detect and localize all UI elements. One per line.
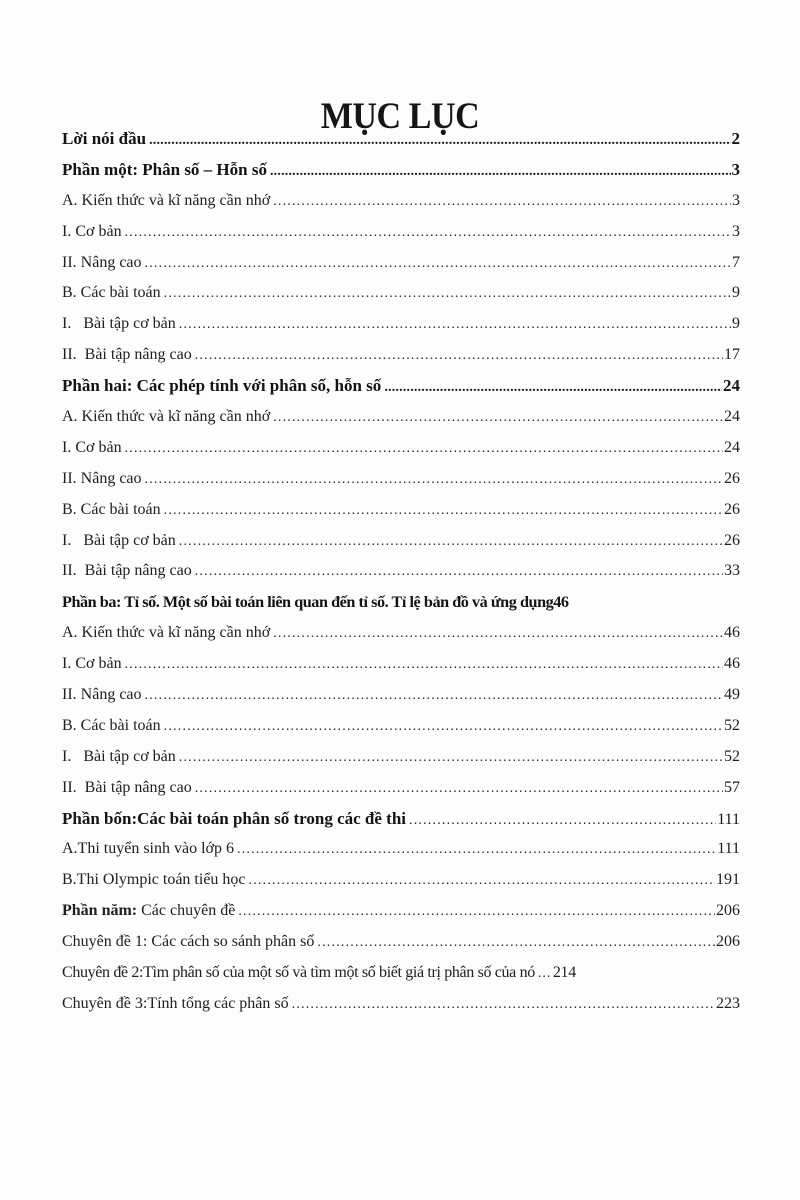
dot-leader (164, 496, 723, 527)
toc-entry-page: 26 (724, 500, 740, 518)
toc-entry[interactable] (62, 865, 740, 896)
toc-entry-label: A. Kiến thức và kĩ năng cần nhớ (62, 408, 271, 426)
toc-entry[interactable] (62, 618, 740, 649)
dot-leader (125, 434, 723, 465)
page-title: MỤC LỤC (320, 95, 480, 137)
dot-leader (273, 403, 723, 434)
dot-leader (195, 557, 723, 588)
dot-leader (125, 650, 723, 681)
toc-entry[interactable] (62, 989, 740, 1020)
dot-leader (179, 310, 731, 341)
toc-entry-label-bold: Phần năm: (62, 902, 138, 920)
toc-entry[interactable] (62, 680, 740, 711)
toc-entry-label: Phần bốn:Các bài toán phân số trong các đề thi (62, 808, 406, 828)
toc-entry[interactable] (62, 773, 740, 804)
toc-entry-page: 52 (724, 716, 740, 734)
toc-entry-page: 46 (724, 624, 740, 642)
dot-leader (179, 527, 723, 558)
toc-entry[interactable] (62, 402, 740, 433)
toc-entry[interactable] (62, 433, 740, 464)
toc-entry-page: 46 (724, 655, 740, 673)
toc-entry[interactable] (62, 958, 740, 989)
toc-entry-label: A.Thi tuyển sinh vào lớp 6 (62, 840, 234, 858)
toc-entry-label: II. Nâng cao (62, 686, 142, 704)
toc-entry-phan-nam[interactable] (62, 896, 740, 927)
toc-entry-page: 3 (732, 222, 740, 240)
toc-entry-label: Lời nói đầu (62, 129, 147, 148)
dot-leader (538, 959, 552, 990)
dot-leader (237, 835, 716, 866)
dot-leader (249, 866, 715, 897)
toc-entry-page: 24 (724, 408, 740, 426)
toc-entry-page: 111 (717, 810, 740, 828)
toc-entry-page: 9 (732, 284, 740, 302)
toc-entry[interactable] (62, 556, 740, 587)
toc-entry[interactable] (62, 927, 740, 958)
toc-entry-label: II. Bài tập nâng cao (62, 346, 192, 364)
toc-entry-label: Chuyên đề 3:Tính tổng các phân số (62, 994, 289, 1012)
toc-entry[interactable] (62, 742, 740, 773)
toc-entry-label: A. Kiến thức và kĩ năng cần nhớ (62, 191, 271, 209)
toc-entry-page: 49 (724, 686, 740, 704)
dot-leader (164, 279, 731, 310)
toc-entry-page: 57 (724, 778, 740, 796)
toc-entry-page: 7 (732, 253, 740, 271)
dot-leader (384, 373, 722, 404)
dot-leader (238, 897, 715, 928)
toc-entry-label: Chuyên đề 1: Các cách so sánh phân số (62, 933, 315, 951)
dot-leader (273, 187, 731, 218)
dot-leader (195, 341, 723, 372)
toc-entry[interactable] (62, 649, 740, 680)
toc-entry-page: 191 (716, 871, 740, 889)
toc-entry[interactable] (62, 495, 740, 526)
toc-entry-label: I. Cơ bản (62, 222, 122, 240)
toc-entry[interactable] (62, 186, 740, 217)
dot-leader (145, 465, 723, 496)
dot-leader (409, 806, 716, 837)
toc-entry-label: B. Các bài toán (62, 500, 161, 518)
toc-entry-phan-mot[interactable] (62, 155, 740, 186)
toc-entry-label: II. Nâng cao (62, 469, 142, 487)
toc-entry[interactable] (62, 309, 740, 340)
toc-entry[interactable] (62, 278, 740, 309)
toc-entry-page: 2 (731, 129, 740, 148)
toc-entry[interactable] (62, 217, 740, 248)
dot-leader (145, 681, 723, 712)
toc-entry-page: 223 (716, 994, 740, 1012)
toc-entry-page: 46 (553, 593, 569, 612)
toc-entry-page: 26 (724, 531, 740, 549)
toc-entry-label-rest: Các chuyên đề (137, 902, 236, 920)
toc-entry-label: Chuyên đề 2:Tìm phân số của một số và tìm một số biết giá trị phân số của nó (62, 964, 535, 982)
table-of-contents (62, 124, 740, 1020)
toc-entry-page: 24 (724, 438, 740, 456)
toc-entry-page: 9 (732, 315, 740, 333)
dot-leader (273, 619, 723, 650)
toc-entry-page: 17 (724, 346, 740, 364)
toc-entry-label: A. Kiến thức và kĩ năng cần nhớ (62, 624, 271, 642)
toc-entry[interactable] (62, 464, 740, 495)
dot-leader (292, 990, 715, 1021)
toc-entry-label: I. Bài tập cơ bản (62, 315, 176, 333)
toc-entry-label: Phần ba: Tỉ số. Một số bài toán liên quan đến tỉ số. Tỉ lệ bản đồ và ứng dụng (62, 593, 554, 612)
toc-entry-page: 33 (724, 562, 740, 580)
toc-entry-page: 52 (724, 747, 740, 765)
toc-entry-phan-ba[interactable] (62, 587, 740, 618)
toc-entry-page: 3 (731, 159, 740, 179)
toc-entry-label: B.Thi Olympic toán tiểu học (62, 871, 246, 889)
toc-entry-label: II. Bài tập nâng cao (62, 778, 192, 796)
toc-entry-label: I. Bài tập cơ bản (62, 531, 176, 549)
toc-entry-page: 3 (732, 191, 740, 209)
dot-leader (149, 126, 730, 157)
dot-leader (145, 249, 731, 280)
toc-entry[interactable] (62, 248, 740, 279)
toc-entry-page: 214 (552, 964, 576, 982)
toc-entry[interactable] (62, 834, 740, 865)
toc-entry-page: 206 (716, 902, 740, 920)
toc-entry-phan-bon[interactable] (62, 804, 740, 835)
dot-leader (125, 218, 731, 249)
toc-entry[interactable] (62, 711, 740, 742)
dot-leader (195, 774, 723, 805)
toc-entry-label: Phần hai: Các phép tính với phân số, hỗn số (62, 376, 382, 396)
toc-entry[interactable] (62, 340, 740, 371)
toc-entry-page: 111 (717, 840, 740, 858)
toc-entry[interactable] (62, 526, 740, 557)
toc-entry-page: 206 (716, 933, 740, 951)
toc-entry-page: 26 (724, 469, 740, 487)
dot-leader (317, 928, 715, 959)
toc-entry-label: I. Bài tập cơ bản (62, 747, 176, 765)
toc-entry-loi-noi-dau[interactable] (62, 124, 740, 155)
toc-entry-label: II. Bài tập nâng cao (62, 562, 192, 580)
toc-entry-label (62, 896, 235, 927)
dot-leader (270, 157, 731, 188)
toc-entry-phan-hai[interactable] (62, 371, 740, 402)
toc-entry-label: B. Các bài toán (62, 284, 161, 302)
toc-entry-label: B. Các bài toán (62, 716, 161, 734)
toc-entry-page: 24 (723, 376, 740, 396)
toc-entry-label: II. Nâng cao (62, 253, 142, 271)
toc-entry-label: I. Cơ bản (62, 438, 122, 456)
dot-leader (164, 712, 723, 743)
toc-entry-label: Phần một: Phân số – Hỗn số (62, 159, 267, 179)
dot-leader (179, 743, 723, 774)
toc-entry-label: I. Cơ bản (62, 655, 122, 673)
